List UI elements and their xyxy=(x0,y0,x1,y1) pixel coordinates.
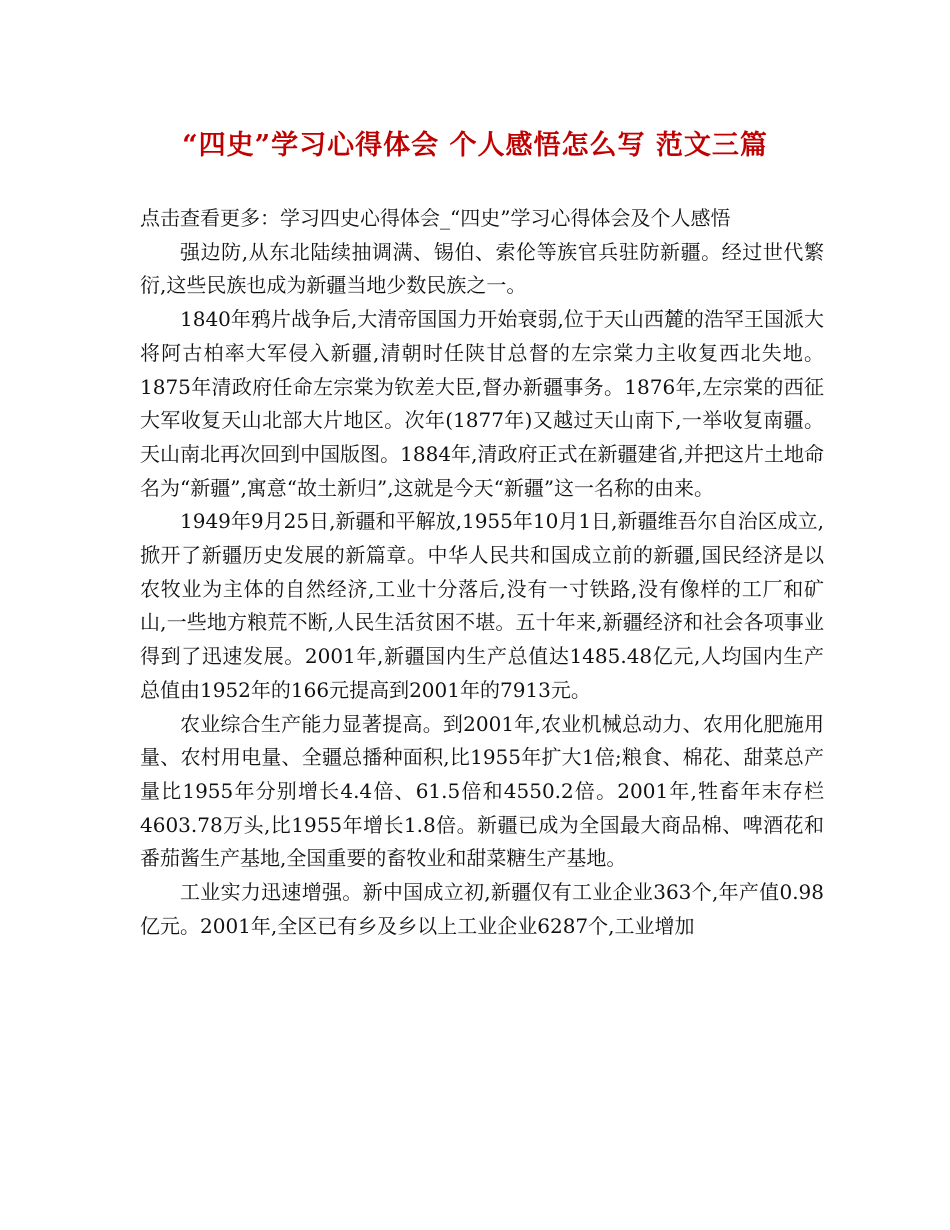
paragraph-5: 工业实力迅速增强。新中国成立初,新疆仅有工业企业363个,年产值0.98亿元。2001年,全区已有乡及乡以上工业企业6287个,工业增加 xyxy=(140,880,824,938)
paragraph-4: 农业综合生产能力显著提高。到2001年,农业机械总动力、农用化肥施用量、农村用电量、全疆总播种面积,比1955年扩大1倍;粮食、棉花、甜菜总产量比1955年分别增长4.4倍、61.5倍和4550.2倍。2001年,牲畜年末存栏4603.78万头,比1955年增长1.8倍。新疆已成为全国最大商品棉、啤酒花和番茄酱生产基地,全国重要的畜牧业和甜菜糖生产基地。 xyxy=(140,711,824,871)
document-title: “四史”学习心得体会 个人感悟怎么写 范文三篇 xyxy=(182,130,768,161)
more-link-line[interactable]: 点击查看更多：学习四史心得体会_“四史”学习心得体会及个人感悟 xyxy=(140,206,731,230)
paragraph-2: 1840年鸦片战争后,大清帝国国力开始衰弱,位于天山西麓的浩罕王国派大将阿古柏率大军侵入新疆,清朝时任陕甘总督的左宗棠力主收复西北失地。1875年清政府任命左宗棠为钦差大臣,督办新疆事务。1876年,左宗棠的西征大军收复天山北部大片地区。次年(1877年)又越过天山南下,一举收复南疆。天山南北再次回到中国版图。1884年,清政府正式在新疆建省,并把这片土地命名为“新疆”,寓意“故土新归”,这就是今天“新疆”这一名称的由来。 xyxy=(140,307,824,500)
paragraph-3: 1949年9月25日,新疆和平解放,1955年10月1日,新疆维吾尔自治区成立,掀开了新疆历史发展的新篇章。中华人民共和国成立前的新疆,国民经济是以农牧业为主体的自然经济,工业十分落后,没有一寸铁路,没有像样的工厂和矿山,一些地方粮荒不断,人民生活贫困不堪。五十年来,新疆经济和社会各项事业得到了迅速发展。2001年,新疆国内生产总值达1485.48亿元,人均国内生产总值由1952年的166元提高到2001年的7913元。 xyxy=(140,509,824,702)
document-body xyxy=(140,202,824,943)
paragraph-1: 强边防,从东北陆续抽调满、锡伯、索伦等族官兵驻防新疆。经过世代繁衍,这些民族也成为新疆当地少数民族之一。 xyxy=(140,239,824,298)
